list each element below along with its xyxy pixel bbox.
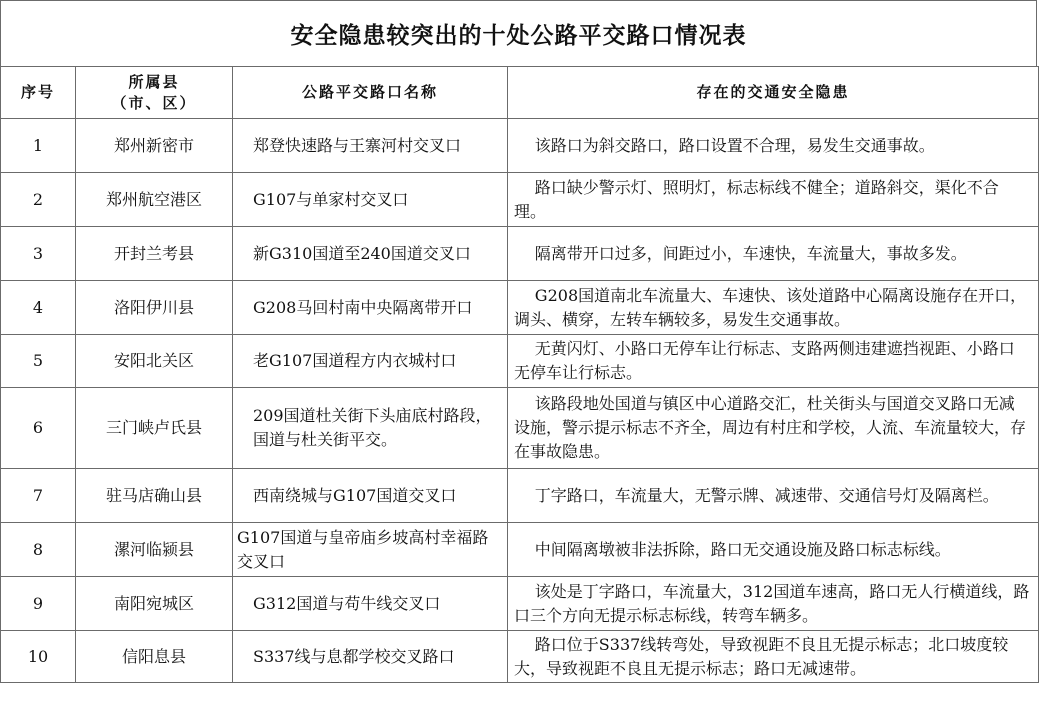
row-hazard: 丁字路口，车流量大，无警示牌、减速带、交通信号灯及隔离栏。	[508, 469, 1039, 523]
row-intersection: G208马回村南中央隔离带开口	[233, 281, 508, 335]
row-hazard: 路口位于S337线转弯处，导致视距不良且无提示标志；北口坡度较大，导致视距不良且无提示标志；路口无减速带。	[508, 631, 1039, 683]
row-county: 开封兰考县	[76, 227, 233, 281]
table-row	[1, 281, 1039, 335]
row-intersection: S337线与息都学校交叉路口	[233, 631, 508, 683]
header-county	[76, 67, 233, 119]
table-row	[1, 469, 1039, 523]
row-hazard: 路口缺少警示灯、照明灯，标志标线不健全；道路斜交，渠化不合理。	[508, 173, 1039, 227]
row-no: 2	[1, 173, 76, 227]
row-hazard: 该路段地处国道与镇区中心道路交汇，杜关街头与国道交叉路口无减设施，警示提示标志不齐全，周边有村庄和学校，人流、车流量较大，存在事故隐患。	[508, 388, 1039, 469]
table-row	[1, 227, 1039, 281]
row-no: 9	[1, 577, 76, 631]
intersection-table	[0, 66, 1039, 683]
row-county: 南阳宛城区	[76, 577, 233, 631]
row-no: 1	[1, 119, 76, 173]
header-county-line2: （市、区）	[111, 93, 197, 112]
table-row	[1, 335, 1039, 388]
header-county-line1: 所属县	[128, 72, 180, 91]
row-intersection: 西南绕城与G107国道交叉口	[233, 469, 508, 523]
row-county: 驻马店确山县	[76, 469, 233, 523]
title-bar	[0, 0, 1037, 66]
row-county: 漯河临颍县	[76, 523, 233, 577]
table-row	[1, 523, 1039, 577]
header-name: 公路平交路口名称	[233, 67, 508, 119]
row-no: 10	[1, 631, 76, 683]
header-no: 序号	[1, 67, 76, 119]
row-county: 信阳息县	[76, 631, 233, 683]
row-no: 7	[1, 469, 76, 523]
row-intersection: G107与单家村交叉口	[233, 173, 508, 227]
table-row	[1, 173, 1039, 227]
table-title: 安全隐患较突出的十处公路平交路口情况表	[290, 23, 747, 49]
table-row	[1, 577, 1039, 631]
row-intersection: 老G107国道程方内衣城村口	[233, 335, 508, 388]
header-hazard: 存在的交通安全隐患	[508, 67, 1039, 119]
row-intersection: 209国道杜关街下头庙底村路段，国道与杜关街平交。	[233, 388, 508, 469]
row-county: 三门峡卢氏县	[76, 388, 233, 469]
table-row	[1, 388, 1039, 469]
row-hazard: 该路口为斜交路口，路口设置不合理，易发生交通事故。	[508, 119, 1039, 173]
row-intersection: G312国道与苟牛线交叉口	[233, 577, 508, 631]
row-hazard: 隔离带开口过多，间距过小，车速快，车流量大，事故多发。	[508, 227, 1039, 281]
header-row	[1, 67, 1039, 119]
row-no: 8	[1, 523, 76, 577]
table-row	[1, 119, 1039, 173]
table-row	[1, 631, 1039, 683]
row-county: 洛阳伊川县	[76, 281, 233, 335]
row-no: 5	[1, 335, 76, 388]
row-county: 安阳北关区	[76, 335, 233, 388]
row-county: 郑州新密市	[76, 119, 233, 173]
row-intersection: G107国道与皇帝庙乡坡高村幸福路交叉口	[233, 523, 508, 577]
row-hazard: 该处是丁字路口，车流量大，312国道车速高，路口无人行横道线，路口三个方向无提示标志标线，转弯车辆多。	[508, 577, 1039, 631]
row-no: 6	[1, 388, 76, 469]
row-intersection: 新G310国道至240国道交叉口	[233, 227, 508, 281]
row-county: 郑州航空港区	[76, 173, 233, 227]
row-no: 3	[1, 227, 76, 281]
row-hazard: G208国道南北车流量大、车速快、该处道路中心隔离设施存在开口，调头、横穿，左转车辆较多，易发生交通事故。	[508, 281, 1039, 335]
row-hazard: 无黄闪灯、小路口无停车让行标志、支路两侧违建遮挡视距、小路口无停车让行标志。	[508, 335, 1039, 388]
row-no: 4	[1, 281, 76, 335]
row-intersection: 郑登快速路与王寨河村交叉口	[233, 119, 508, 173]
row-hazard: 中间隔离墩被非法拆除，路口无交通设施及路口标志标线。	[508, 523, 1039, 577]
